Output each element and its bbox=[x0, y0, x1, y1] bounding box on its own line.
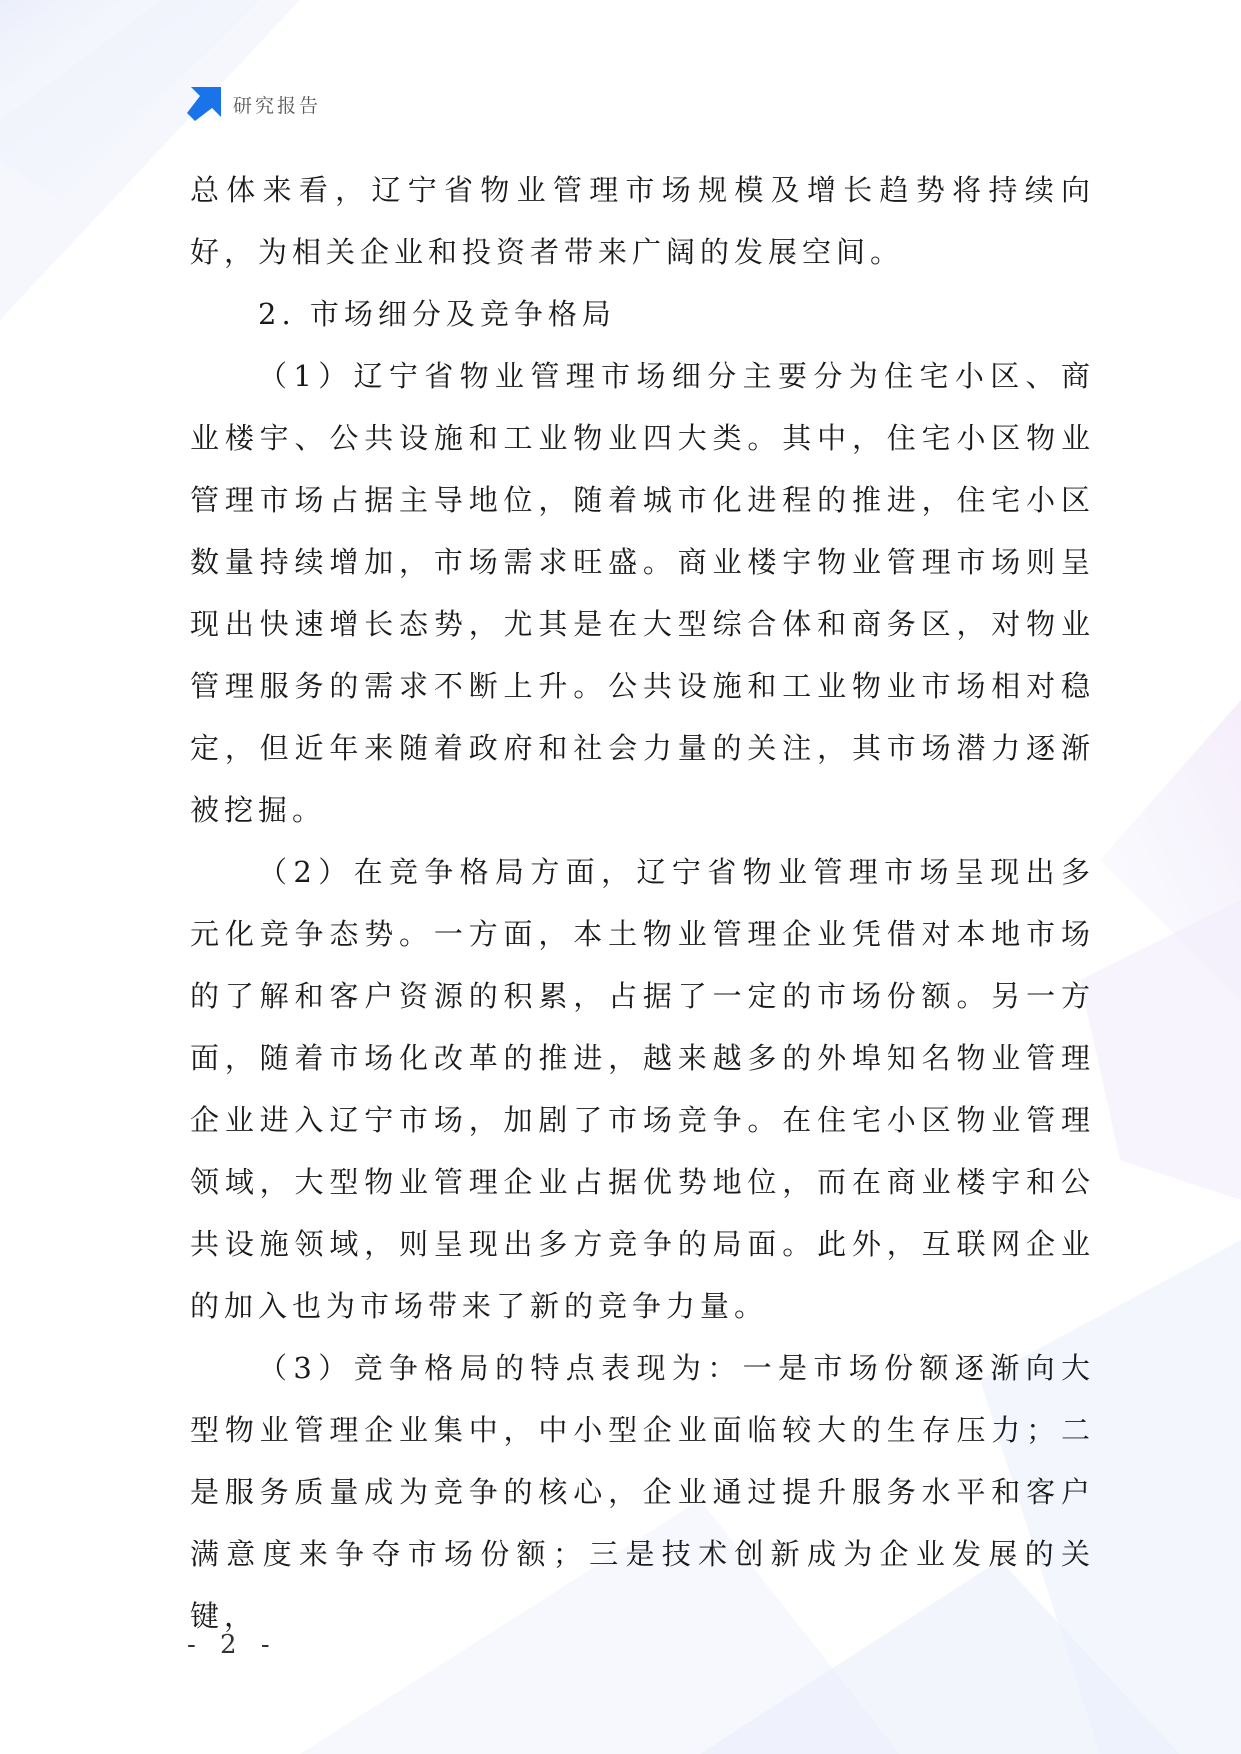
report-header bbox=[187, 86, 321, 122]
arrow-up-right-icon bbox=[187, 87, 221, 121]
paragraph-segments: （1）辽宁省物业管理市场细分主要分为住宅小区、商业楼宇、公共设施和工业物业四大类。其中，住宅小区物业管理市场占据主导地位，随着城市化进程的推进，住宅小区数量持续增加，市场需求旺盛。商业楼宇物业管理市场则呈现出快速增长态势，尤其是在大型综合体和商务区，对物业管理服务的需求不断上升。公共设施和工业物业市场相对稳定，但近年来随着政府和社会力量的关注，其市场潜力逐渐被挖掘。 bbox=[190, 359, 1095, 827]
document-body bbox=[190, 159, 1095, 1647]
page-number: - 2 - bbox=[187, 1630, 278, 1660]
brand-label: 研究报告 bbox=[233, 94, 322, 117]
section-heading: 2. 市场细分及竞争格局 bbox=[258, 297, 616, 331]
paragraph-characteristics: （3）竞争格局的特点表现为：一是市场份额逐渐向大型物业管理企业集中，中小型企业面临较大的生存压力；二是服务质量成为竞争的核心，企业通过提升服务水平和客户满意度来争夺市场份额；三是技术创新成为企业发展的关键， bbox=[190, 1351, 1095, 1633]
paragraph-competition: （2）在竞争格局方面，辽宁省物业管理市场呈现出多元化竞争态势。一方面，本土物业管理企业凭借对本地市场的了解和客户资源的积累，占据了一定的市场份额。另一方面，随着市场化改革的推进，越来越多的外埠知名物业管理企业进入辽宁市场，加剧了市场竞争。在住宅小区物业管理领域，大型物业管理企业占据优势地位，而在商业楼宇和公共设施领域，则呈现出多方竞争的局面。此外，互联网企业的加入也为市场带来了新的竞争力量。 bbox=[190, 855, 1095, 1323]
paragraph-summary: 总体来看，辽宁省物业管理市场规模及增长趋势将持续向好，为相关企业和投资者带来广阔的发展空间。 bbox=[190, 173, 1095, 269]
